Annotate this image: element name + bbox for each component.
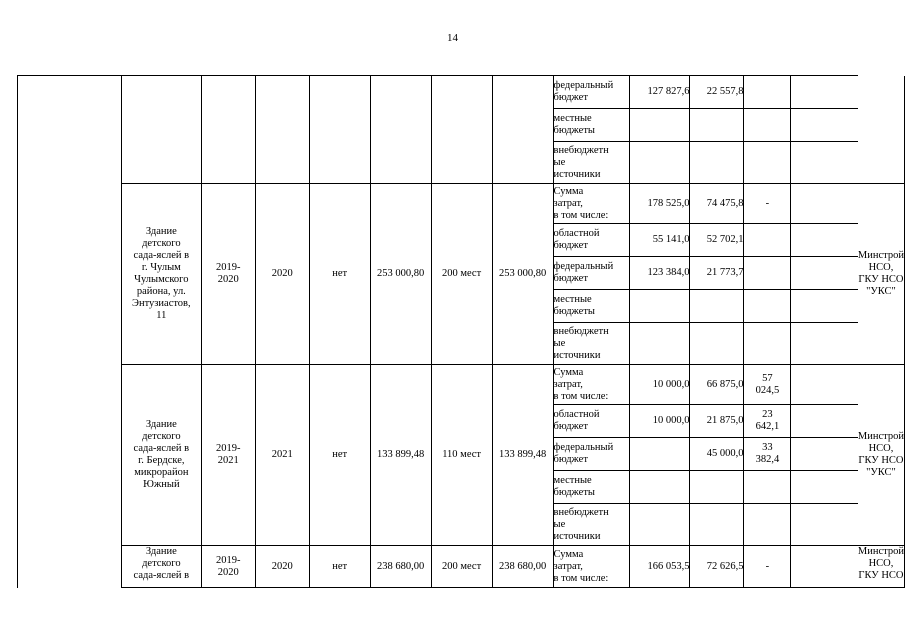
amount-cell xyxy=(744,224,791,257)
amount-cell xyxy=(744,471,791,504)
amount-cell: - xyxy=(744,184,791,224)
flag-cell: нет xyxy=(309,546,370,588)
amount-cell xyxy=(690,290,744,323)
amount-cell xyxy=(791,438,858,471)
amount-cell: 22 557,8 xyxy=(690,76,744,109)
amount-cell: 127 827,6 xyxy=(629,76,690,109)
source-label-local: местные бюджеты xyxy=(553,471,629,504)
amount-cell xyxy=(791,405,858,438)
capacity-cell: 110 мест xyxy=(431,365,492,546)
amount-cell: 166 053,5 xyxy=(629,546,690,588)
period-cell: 2019- 2020 xyxy=(201,546,255,588)
amount-cell xyxy=(744,323,791,365)
amount-cell xyxy=(791,323,858,365)
amount-cell xyxy=(791,504,858,546)
period-cell: 2019- 2020 xyxy=(201,184,255,365)
amount-cell xyxy=(690,142,744,184)
cost-cell xyxy=(370,76,431,184)
cost2-cell: 253 000,80 xyxy=(492,184,553,365)
amount-cell: 178 525,0 xyxy=(629,184,690,224)
amount-cell xyxy=(791,290,858,323)
responsible-cell: Минстрой НСО, ГКУ НСО xyxy=(858,546,905,588)
amount-cell xyxy=(629,323,690,365)
amount-cell xyxy=(791,365,858,405)
flag-cell: нет xyxy=(309,184,370,365)
amount-cell: 52 702,1 xyxy=(690,224,744,257)
amount-cell xyxy=(690,109,744,142)
page-number: 14 xyxy=(447,32,458,44)
amount-cell: 21 773,7 xyxy=(690,257,744,290)
cost2-cell: 133 899,48 xyxy=(492,365,553,546)
source-label-local: местные бюджеты xyxy=(553,290,629,323)
amount-cell xyxy=(791,142,858,184)
amount-cell xyxy=(629,142,690,184)
table-row xyxy=(18,76,905,109)
table-row xyxy=(18,365,905,405)
amount-cell: 33 382,4 xyxy=(744,438,791,471)
cost2-cell: 238 680,00 xyxy=(492,546,553,588)
capacity-cell xyxy=(431,76,492,184)
group-column-cell xyxy=(18,76,122,588)
amount-cell: 45 000,0 xyxy=(690,438,744,471)
cost2-cell xyxy=(492,76,553,184)
amount-cell: 66 875,0 xyxy=(690,365,744,405)
period-cell: 2019- 2021 xyxy=(201,365,255,546)
amount-cell xyxy=(629,471,690,504)
amount-cell xyxy=(629,109,690,142)
amount-cell xyxy=(744,290,791,323)
year-cell: 2020 xyxy=(255,546,309,588)
source-label-total: Сумма затрат, в том числе: xyxy=(553,365,629,405)
amount-cell xyxy=(744,257,791,290)
amount-cell xyxy=(791,257,858,290)
amount-cell: 123 384,0 xyxy=(629,257,690,290)
cost-cell: 238 680,00 xyxy=(370,546,431,588)
source-label-extra: внебюджетн ые источники xyxy=(553,504,629,546)
source-label-regional: областной бюджет xyxy=(553,224,629,257)
amount-cell xyxy=(791,546,858,588)
source-label-extra: внебюджетн ые источники xyxy=(553,323,629,365)
responsible-cell: Минстрой НСО, ГКУ НСО "УКС" xyxy=(858,184,905,365)
amount-cell xyxy=(744,142,791,184)
amount-cell: - xyxy=(744,546,791,588)
cost-cell: 133 899,48 xyxy=(370,365,431,546)
amount-cell: 10 000,0 xyxy=(629,405,690,438)
year-cell: 2020 xyxy=(255,184,309,365)
period-cell xyxy=(201,76,255,184)
table-row xyxy=(18,184,905,224)
capacity-cell: 200 мест xyxy=(431,184,492,365)
amount-cell xyxy=(629,504,690,546)
responsible-cell: Минстрой НСО, ГКУ НСО "УКС" xyxy=(858,365,905,546)
year-cell: 2021 xyxy=(255,365,309,546)
amount-cell: 23 642,1 xyxy=(744,405,791,438)
amount-cell: 57 024,5 xyxy=(744,365,791,405)
flag-cell xyxy=(309,76,370,184)
amount-cell xyxy=(744,76,791,109)
cost-cell: 253 000,80 xyxy=(370,184,431,365)
source-label-local: местные бюджеты xyxy=(553,109,629,142)
object-name-cell: Здание детского сада-яслей в г. Чулым Чулымского района, ул. Энтузиастов, 11 xyxy=(121,184,201,365)
responsible-cell xyxy=(858,76,905,184)
amount-cell xyxy=(744,109,791,142)
amount-cell xyxy=(791,471,858,504)
object-name-cell: Здание детского сада-яслей в xyxy=(121,546,201,588)
amount-cell xyxy=(791,224,858,257)
amount-cell xyxy=(629,438,690,471)
source-label-total: Сумма затрат, в том числе: xyxy=(553,184,629,224)
year-cell xyxy=(255,76,309,184)
amount-cell: 55 141,0 xyxy=(629,224,690,257)
amount-cell xyxy=(744,504,791,546)
source-label-federal: федеральный бюджет xyxy=(553,257,629,290)
amount-cell: 72 626,5 xyxy=(690,546,744,588)
amount-cell: 21 875,0 xyxy=(690,405,744,438)
amount-cell xyxy=(629,290,690,323)
amount-cell xyxy=(791,109,858,142)
amount-cell xyxy=(791,184,858,224)
source-label-extra: внебюджетн ые источники xyxy=(553,142,629,184)
source-label-federal: федеральный бюджет xyxy=(553,76,629,109)
amount-cell xyxy=(690,504,744,546)
amount-cell: 10 000,0 xyxy=(629,365,690,405)
table-row xyxy=(18,546,905,588)
amount-cell xyxy=(690,323,744,365)
program-table xyxy=(17,75,905,588)
capacity-cell: 200 мест xyxy=(431,546,492,588)
amount-cell xyxy=(690,471,744,504)
source-label-regional: областной бюджет xyxy=(553,405,629,438)
source-label-federal: федеральный бюджет xyxy=(553,438,629,471)
amount-cell xyxy=(791,76,858,109)
object-name-cell xyxy=(121,76,201,184)
object-name-cell: Здание детского сада-яслей в г. Бердске, микрорайон Южный xyxy=(121,365,201,546)
amount-cell: 74 475,8 xyxy=(690,184,744,224)
source-label-total: Сумма затрат, в том числе: xyxy=(553,546,629,588)
flag-cell: нет xyxy=(309,365,370,546)
